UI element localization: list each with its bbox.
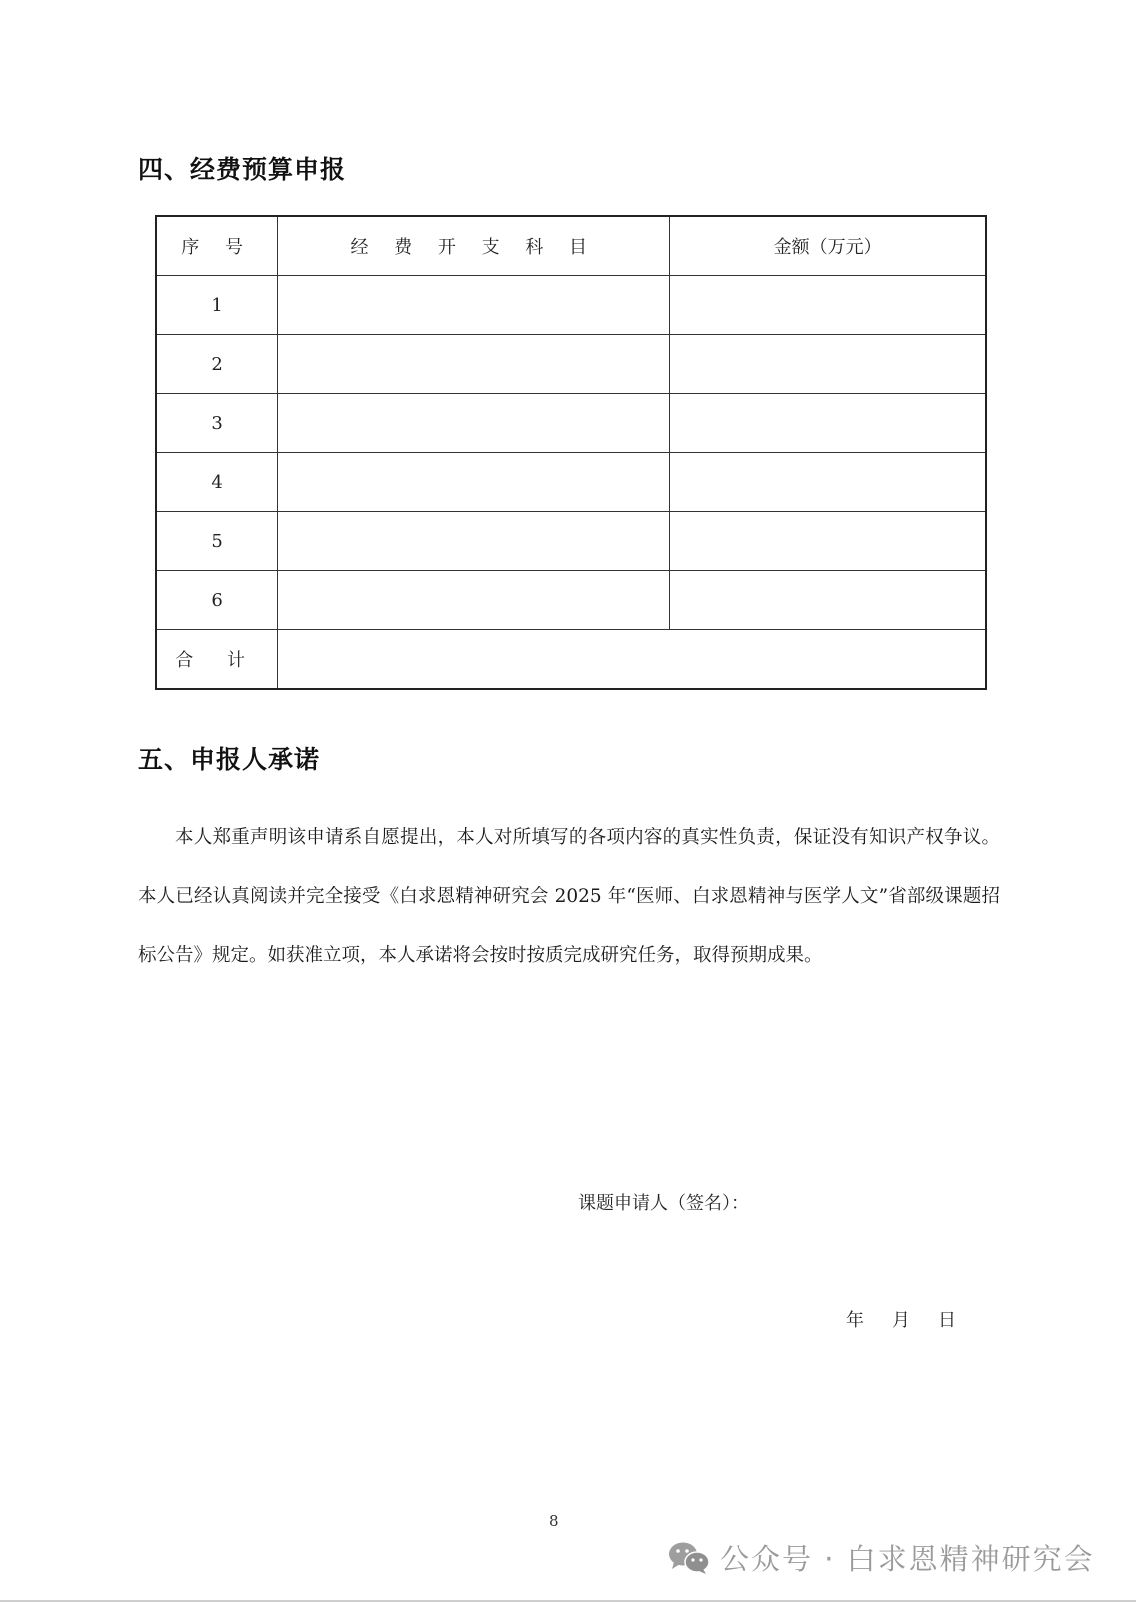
amount-cell[interactable]: [670, 394, 986, 453]
applicant-signature-label: 课题申请人（签名）：: [578, 1193, 749, 1214]
expense-item-cell[interactable]: [278, 276, 670, 335]
section-5-heading: 五、申报人承诺: [138, 745, 321, 774]
total-label: 合 计: [156, 630, 278, 690]
header-expense-item: 经 费 开 支 科 目: [278, 216, 670, 276]
amount-cell[interactable]: [670, 276, 986, 335]
row-number: 6: [156, 571, 278, 630]
budget-table: [155, 215, 987, 690]
date-day-label: 日: [938, 1310, 956, 1331]
expense-item-cell[interactable]: [278, 335, 670, 394]
watermark-text: 公众号 · 白求恩精神研究会: [720, 1542, 1095, 1576]
table-row: [156, 276, 986, 335]
amount-cell[interactable]: [670, 453, 986, 512]
expense-item-cell[interactable]: [278, 394, 670, 453]
row-number: 5: [156, 512, 278, 571]
table-row: [156, 335, 986, 394]
signature-date: [846, 1306, 984, 1332]
wechat-watermark: [668, 1537, 1095, 1578]
total-row: [156, 630, 986, 690]
total-value-cell[interactable]: [278, 630, 986, 690]
bottom-divider: [0, 1600, 1136, 1602]
page-number: 8: [549, 1512, 559, 1530]
amount-cell[interactable]: [670, 571, 986, 630]
section-4-heading: 四、经费预算申报: [138, 155, 347, 184]
header-amount: 金额（万元）: [670, 216, 986, 276]
table-header-row: [156, 216, 986, 276]
row-number: 3: [156, 394, 278, 453]
header-serial-no: 序 号: [156, 216, 278, 276]
wechat-icon: [668, 1541, 710, 1575]
commitment-statement: [138, 808, 1000, 985]
date-year-label: 年: [846, 1310, 864, 1331]
table-row: [156, 512, 986, 571]
row-number: 4: [156, 453, 278, 512]
table-row: [156, 394, 986, 453]
commitment-paragraph: 本人郑重声明该申请系自愿提出，本人对所填写的各项内容的真实性负责，保证没有知识产权争议。本人已经认真阅读并完全接受《白求恩精神研究会 2025 年“医师、白求恩精神与医学人文”省部级课题招标公告》规定。如获准立项，本人承诺将会按时按质完成研究任务，取得预期成果。: [138, 827, 1000, 966]
date-month-label: 月: [892, 1310, 910, 1331]
table-row: [156, 453, 986, 512]
amount-cell[interactable]: [670, 512, 986, 571]
expense-item-cell[interactable]: [278, 453, 670, 512]
amount-cell[interactable]: [670, 335, 986, 394]
expense-item-cell[interactable]: [278, 512, 670, 571]
expense-item-cell[interactable]: [278, 571, 670, 630]
row-number: 1: [156, 276, 278, 335]
row-number: 2: [156, 335, 278, 394]
table-row: [156, 571, 986, 630]
